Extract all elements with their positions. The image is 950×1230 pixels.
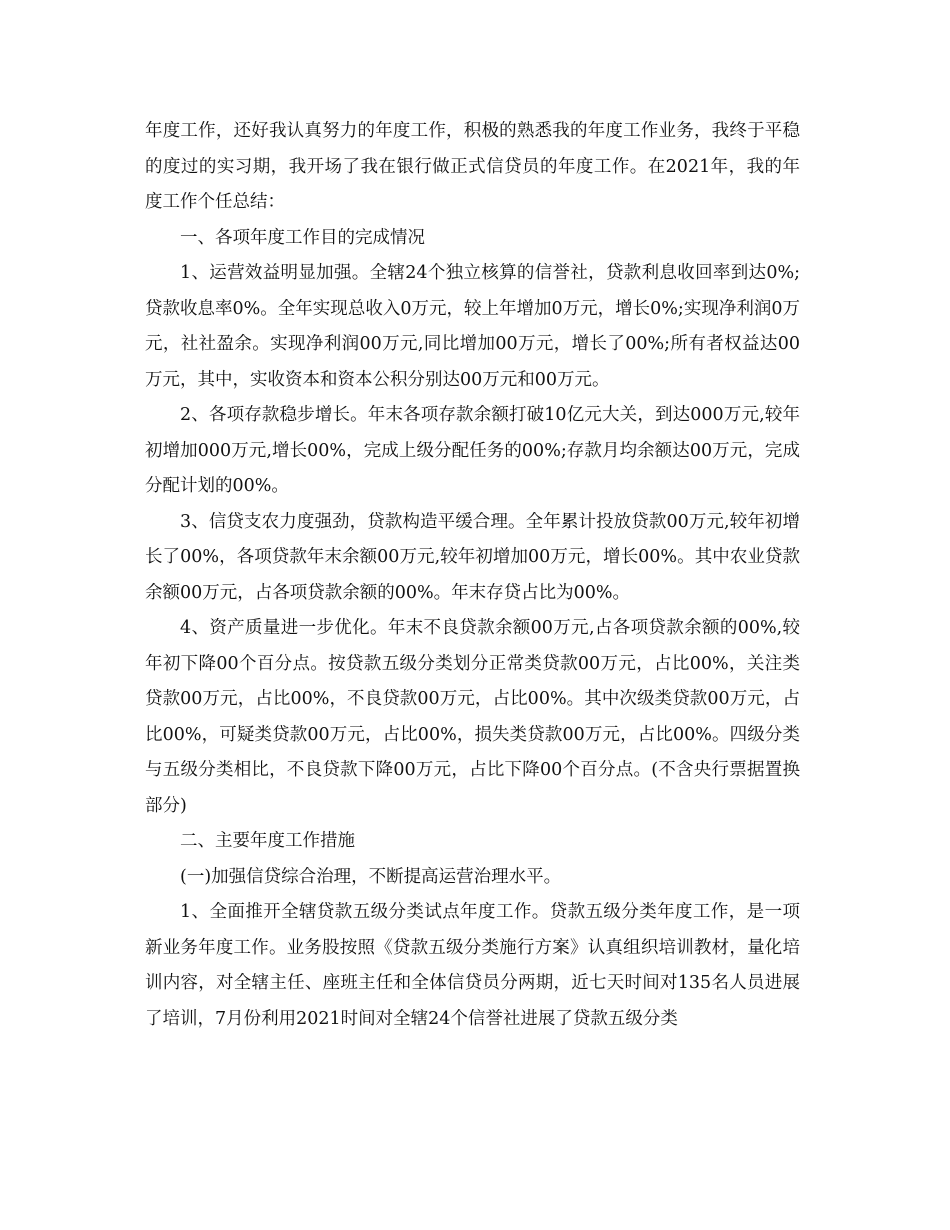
heading-section-2: 二、主要年度工作措施 bbox=[180, 831, 355, 851]
paragraph-item-2: 2、各项存款稳步增长。年末各项存款余额打破10亿元大关，到达000万元,较年初增加000万元,增长00%，完成上级分配任务的00%;存款月均余额达00万元，完成分配计划的00%。 bbox=[145, 405, 800, 496]
paragraph-item-3: 3、信贷支农力度强劲，贷款构造平缓合理。全年累计投放贷款00万元,较年初增长了00%，各项贷款年末余额00万元,较年初增加00万元，增长00%。其中农业贷款余额00万元，占各项贷款余额的00%。年末存贷占比为00%。 bbox=[145, 511, 800, 603]
paragraph-measure-1: 1、全面推开全辖贷款五级分类试点年度工作。贷款五级分类年度工作，是一项新业务年度工作。业务股按照《贷款五级分类施行方案》认真组织培训教材，量化培训内容，对全辖主任、座班主任和全体信贷员分两期，近七天时间对135名人员进展了培训，7月份利用2021时间对全辖24个信誉社进展了贷款五级分类 bbox=[145, 902, 800, 1029]
paragraph-item-4: 4、资产质量进一步优化。年末不良贷款余额00万元,占各项贷款余额的00%,较年初下降00个百分点。按贷款五级分类划分正常类贷款00万元，占比00%，关注类贷款00万元，占比00%，不良贷款00万元，占比00%。其中次级类贷款00万元，占比00%，可疑类贷款00万元，占比00%，损失类贷款00万元，占比00%。四级分类与五级分类相比，不良贷款下降00万元，占比下降00个百分点。(不含央行票据置换部分) bbox=[145, 618, 800, 816]
subheading-measure-1: (一)加强信贷综合治理，不断提高运营治理水平。 bbox=[180, 866, 562, 887]
heading-section-1: 一、各项年度工作目的完成情况 bbox=[180, 227, 425, 248]
paragraph-intro: 年度工作，还好我认真努力的年度工作，积极的熟悉我的年度工作业务，我终于平稳的度过的实习期，我开场了我在银行做正式信贷员的年度工作。在2021年，我的年度工作个任总结： bbox=[145, 121, 800, 212]
paragraph-item-1: 1、运营效益明显加强。全辖24个独立核算的信誉社，贷款利息收回率到达0%;贷款收息率0%。全年实现总收入0万元，较上年增加0万元，增长0%;实现净利润0万元，社社盈余。实现净利润00万元,同比增加00万元，增长了00%;所有者权益达00万元，其中，实收资本和资本公积分别达00万元和00万元。 bbox=[145, 263, 800, 390]
document-body bbox=[145, 114, 800, 1037]
